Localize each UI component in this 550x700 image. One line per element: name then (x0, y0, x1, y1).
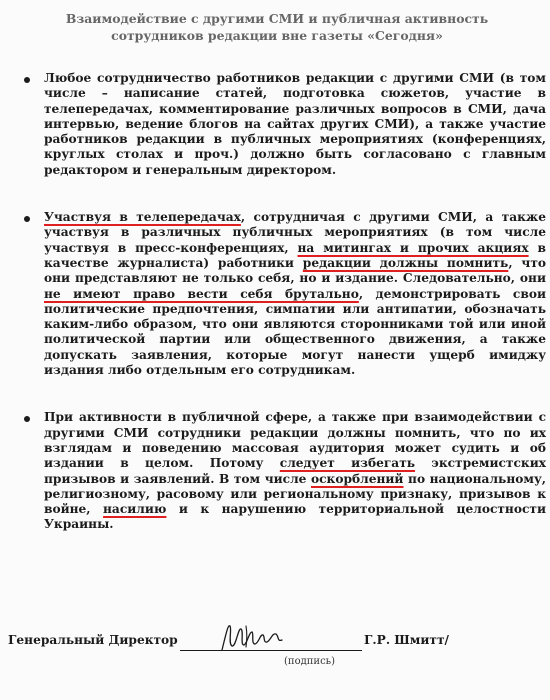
text-segment: по национальному, религиозному, расовому или региональному признаку, призывов к войне, (44, 471, 546, 517)
underlined-phrase: Участвуя в телепередачах (44, 210, 241, 225)
signature-block (8, 622, 542, 670)
bullet-list (24, 71, 546, 533)
bullet-text (44, 410, 546, 531)
underlined-phrase: не имеют право вести себя брутально (44, 286, 359, 301)
document-heading: Взаимодействие с другими СМИ и публичная активность сотрудников редакции вне газеты «Сегодня» (65, 11, 489, 43)
text-segment: При активности в публичной сфере, а также при взаимодействии с другими СМИ сотрудники редакции должны помнить, что по их взглядам и поведению массовая аудитория может судить и об издании в целом. Потому (44, 410, 546, 471)
signature-line (180, 650, 362, 651)
text-segment: экстремистских призывов и заявлений. В том числе (44, 456, 547, 486)
signature-caption: (подпись) (284, 656, 336, 667)
bullet-icon (24, 416, 30, 422)
bullet-item (24, 71, 546, 178)
text-segment: в качестве журналиста) работники (44, 240, 546, 270)
bullet-text (44, 71, 546, 177)
bullet-item (24, 410, 546, 532)
signatory-name: Г.Р. Шмитт/ (364, 633, 449, 647)
text-segment: Любое сотрудничество работников редакции с другими СМИ (в том числе – написание статей, подготовка сюжетов, участие в телепередачах, комментирование различных вопросов в СМИ, дача интервью, ведение блогов на сайтах других СМИ), а также участие работников редакции в публичных мероприятиях (конференциях, круглых столах и проч.) должно быть согласовано с главным редактором и генеральным директором. (44, 71, 546, 177)
text-segment: и к нарушению территориальной целостности Украины. (44, 502, 546, 532)
bullet-text (44, 210, 546, 377)
bullet-item (24, 210, 546, 378)
text-segment: , сотрудничая с другими СМИ, а также участвуя в различных публичных мероприятиях (в том числе участвуя в пресс-конференциях, (44, 210, 546, 255)
underlined-phrase: следует избегать (279, 456, 416, 471)
text-segment: , что они представляют не только себя, но и издание. Следовательно, они (44, 255, 547, 286)
underlined-phrase: на митингах и прочих акциях (297, 240, 529, 255)
text-segment: , демонстрировать свои политические предпочтения, симпатии или антипатии, обозначать каким-либо образом, что они являются сторонниками той или иной политической партии или общественного движения, а также допускать заявления, которые могут нанести ущерб имиджу издания либо отдельным его сотрудникам. (44, 286, 546, 378)
handwritten-signature (216, 620, 286, 654)
underlined-phrase: оскорблений (310, 471, 404, 486)
signatory-title: Генеральный Директор (8, 633, 178, 647)
underlined-phrase: насилию (103, 502, 167, 517)
bullet-icon (24, 77, 30, 83)
underlined-phrase: редакции должны помнить (302, 255, 509, 270)
bullet-icon (24, 216, 30, 222)
